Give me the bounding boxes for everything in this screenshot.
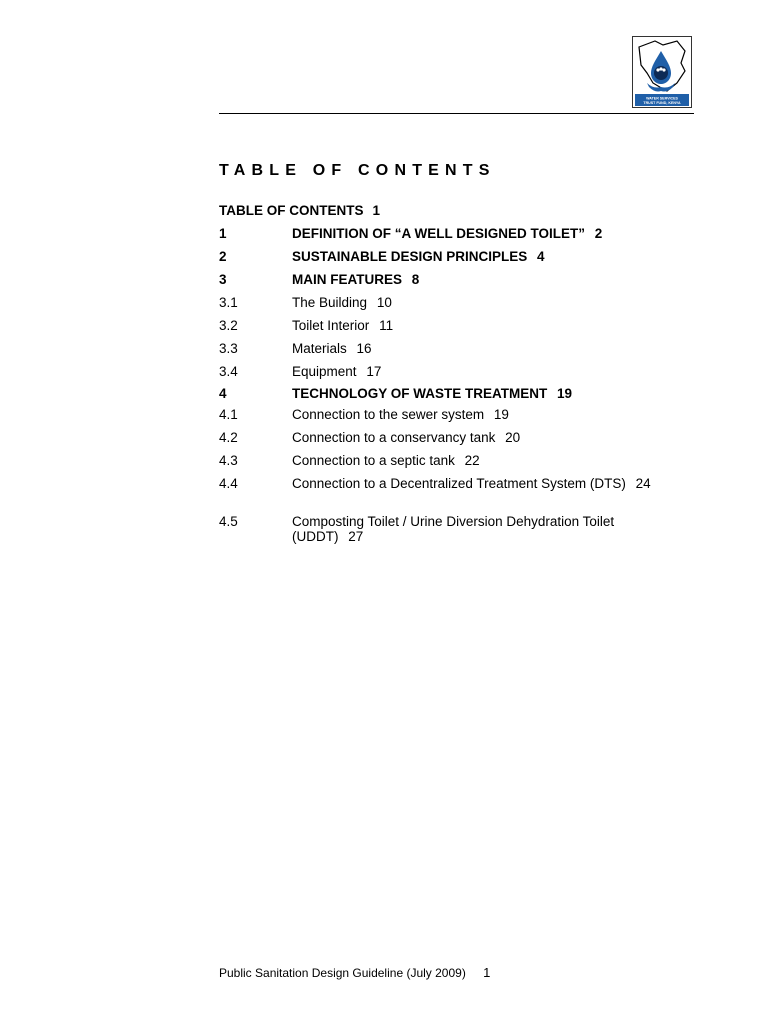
toc-entry-page: 16 — [356, 341, 372, 356]
toc-entry-number: 1 — [219, 226, 227, 241]
logo-caption-line2: TRUST FUND, KENYA — [643, 101, 681, 105]
toc-entry[interactable] — [219, 295, 659, 310]
kenya-map-water-drop-logo-icon — [633, 37, 691, 107]
toc-entry-title: The Building — [292, 295, 368, 310]
toc-entry-title: TABLE OF CONTENTS — [219, 203, 364, 218]
toc-entry[interactable] — [219, 476, 659, 491]
toc-entry-number: 3.3 — [219, 341, 238, 356]
toc-entry-title: SUSTAINABLE DESIGN PRINCIPLES — [292, 249, 528, 264]
toc-entry[interactable] — [219, 272, 659, 287]
toc-entry-title: Connection to the sewer system — [292, 407, 485, 422]
toc-entry-page: 20 — [505, 430, 521, 445]
toc-entry-title: Connection to a septic tank — [292, 453, 455, 468]
toc-entry-number: 3 — [219, 272, 227, 287]
toc-entry-number: 4.1 — [219, 407, 238, 422]
toc-entry-page: 17 — [366, 364, 382, 379]
toc-entry-number: 4.5 — [219, 514, 238, 529]
toc-entry-title: Composting Toilet / Urine Diversion Dehydration Toilet (UDDT) — [292, 514, 615, 544]
toc-entry[interactable] — [219, 364, 659, 379]
toc-entry-title: TECHNOLOGY OF WASTE TREATMENT — [292, 386, 548, 401]
toc-entry-page: 10 — [376, 295, 392, 310]
toc-entry-page: 22 — [464, 453, 480, 468]
toc-entry-number: 4.2 — [219, 430, 238, 445]
toc-entry-number: 3.2 — [219, 318, 238, 333]
toc-entry[interactable] — [219, 453, 659, 468]
toc-entry-page: 1 — [372, 203, 381, 218]
footer-text: Public Sanitation Design Guideline (July 2009) — [219, 966, 466, 980]
toc-entry-number: 3.4 — [219, 364, 238, 379]
toc-entry-page: 2 — [594, 226, 603, 241]
toc-entry[interactable] — [219, 341, 659, 356]
toc-entry-number: 2 — [219, 249, 227, 264]
footer-page-number: 1 — [483, 965, 491, 980]
toc-entry-number: 3.1 — [219, 295, 238, 310]
toc-entry-title: Materials — [292, 341, 347, 356]
toc-entry-title: Equipment — [292, 364, 357, 379]
toc-entry-page: 19 — [557, 386, 573, 401]
toc-entry-title: Toilet Interior — [292, 318, 370, 333]
page-heading: TABLE OF CONTENTS — [219, 162, 496, 179]
toc-entry[interactable] — [219, 514, 659, 544]
toc-entry[interactable] — [219, 407, 659, 422]
toc-entry-page: 24 — [635, 476, 651, 491]
toc-entry-title: MAIN FEATURES — [292, 272, 402, 287]
toc-entry-number: 4 — [219, 386, 227, 401]
header-rule — [219, 113, 694, 114]
toc-entry-title: DEFINITION OF “A WELL DESIGNED TOILET” — [292, 226, 586, 241]
toc-entry[interactable] — [219, 318, 659, 333]
toc-entry-number: 4.3 — [219, 453, 238, 468]
toc-entry[interactable] — [219, 203, 659, 218]
toc-entry-page: 4 — [537, 249, 545, 264]
organization-logo — [632, 36, 692, 108]
toc-entry[interactable] — [219, 430, 659, 445]
toc-entry[interactable] — [219, 386, 659, 401]
toc-entry-page: 11 — [379, 318, 394, 333]
toc-entry[interactable] — [219, 249, 659, 264]
toc-entry-number: 4.4 — [219, 476, 238, 491]
toc-entry-page: 19 — [493, 407, 509, 422]
toc-entry[interactable] — [219, 226, 659, 241]
logo-caption-line1: WATER SERVICES — [646, 96, 678, 101]
toc-entry-page: 8 — [411, 272, 420, 287]
toc-entry-page: 27 — [348, 529, 364, 544]
toc-entry-title: Connection to a Decentralized Treatment System (DTS) — [292, 476, 626, 491]
page-footer — [219, 965, 490, 980]
toc-entry-title: Connection to a conservancy tank — [292, 430, 496, 445]
